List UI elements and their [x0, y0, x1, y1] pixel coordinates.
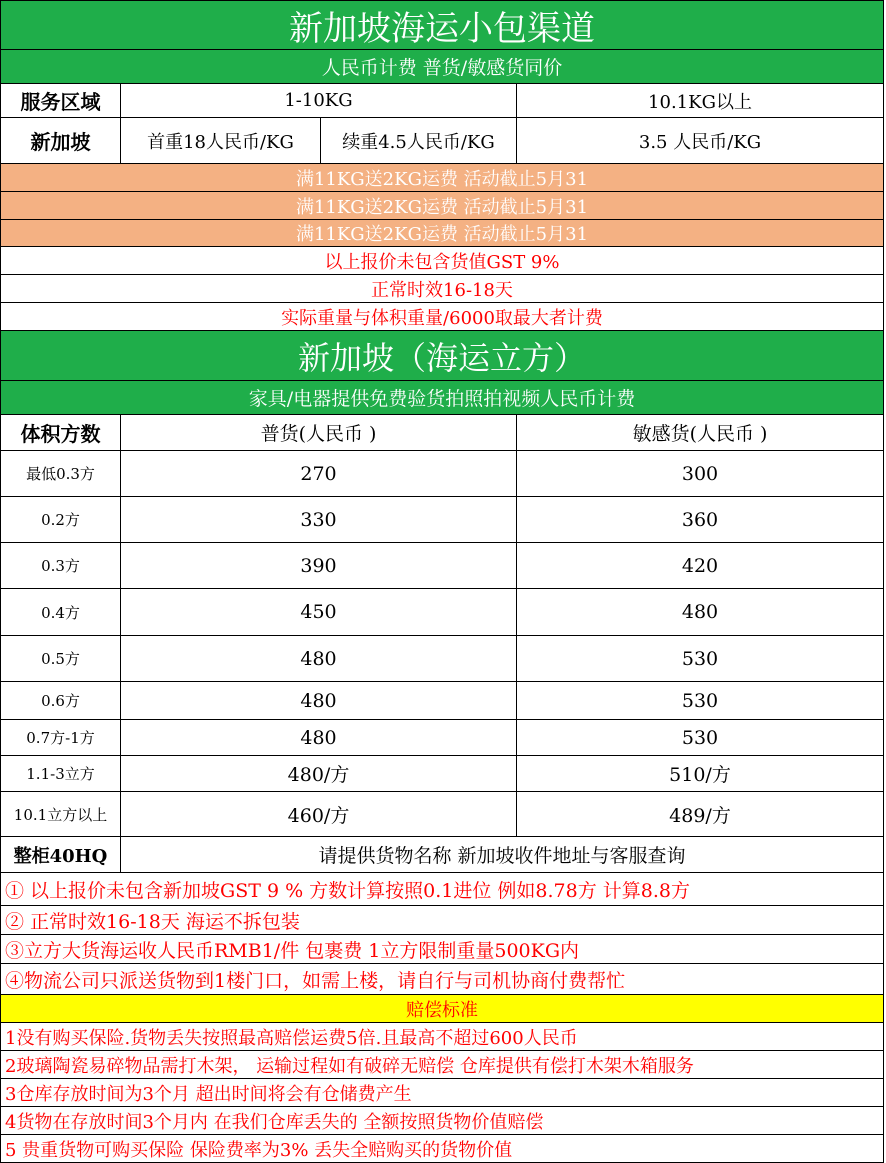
note-4: ④物流公司只派送货物到1楼门口，如需上楼，请自行与司机协商付费帮忙	[5, 969, 626, 992]
table-row	[0, 543, 884, 589]
sensitive-price-cell: 360	[681, 508, 719, 531]
volume-header: 体积方数	[1, 415, 121, 450]
volume-cell: 0.4方	[1, 589, 121, 635]
note-1: ① 以上报价未包含新加坡GST 9 % 方数计算按照0.1进位 例如8.78方 计算8.8方	[5, 879, 690, 902]
note-row	[0, 303, 884, 331]
note-row	[0, 906, 884, 935]
section2-subtitle-row	[0, 381, 884, 415]
container-text: 请提供货物名称 新加坡收件地址与客服查询	[318, 845, 686, 867]
general-price-cell: 460/方	[121, 792, 517, 836]
compensation-row	[0, 1079, 884, 1107]
extra-weight-price: 续重4.5人民币/KG	[321, 118, 517, 163]
compensation-row	[0, 1023, 884, 1051]
general-price-cell: 480	[121, 720, 517, 755]
sensitive-header: 敏感货(人民币 )	[632, 423, 768, 445]
area-singapore: 新加坡	[1, 118, 121, 163]
promo-row	[0, 220, 884, 247]
promo-text: 满11KG送2KG运费 活动截止5月31	[295, 196, 589, 218]
note-3: ③立方大货海运收人民币RMB1/件 包裹费 1立方限制重量500KG内	[5, 939, 580, 962]
section2-title-row	[0, 331, 884, 381]
service-area-header: 服务区域	[1, 84, 121, 117]
container-label: 整柜40HQ	[1, 837, 121, 872]
weight-note: 实际重量与体积重量/6000取最大者计费	[281, 307, 603, 329]
sensitive-price-cell: 480	[681, 601, 719, 623]
general-header: 普货(人民币 )	[121, 415, 517, 450]
promo-row	[0, 192, 884, 220]
volume-cell: 0.3方	[1, 543, 121, 588]
range1-header: 1-10KG	[121, 84, 517, 117]
section1-price-row	[0, 118, 884, 164]
section1-title: 新加坡海运小包渠道	[289, 8, 595, 49]
general-price-cell: 480	[121, 636, 517, 681]
promo-text: 满11KG送2KG运费 活动截止5月31	[295, 168, 589, 190]
table-row	[0, 720, 884, 756]
general-price-cell: 480	[121, 682, 517, 719]
table-row	[0, 589, 884, 636]
table-row	[0, 756, 884, 792]
gst-note: 以上报价未包含货值GST 9%	[324, 251, 560, 273]
table-row	[0, 636, 884, 682]
note-row	[0, 275, 884, 303]
table-row	[0, 451, 884, 497]
section1-subtitle: 人民币计费 普货/敏感货同价	[321, 57, 563, 79]
volume-cell: 1.1-3立方	[1, 756, 121, 791]
compensation-row	[0, 1107, 884, 1135]
sensitive-price-cell: 420	[681, 554, 719, 577]
compensation-title-row	[0, 995, 884, 1023]
section1-title-row	[0, 0, 884, 50]
general-price-cell: 390	[121, 543, 517, 588]
note-row	[0, 935, 884, 964]
section1-header-row	[0, 84, 884, 118]
table-row	[0, 792, 884, 837]
general-price-cell: 270	[121, 451, 517, 496]
range2-header: 10.1KG以上	[648, 91, 752, 113]
volume-cell: 最低0.3方	[1, 451, 121, 496]
sensitive-price-cell: 530	[681, 689, 719, 712]
promo-row	[0, 164, 884, 192]
table-row	[0, 497, 884, 543]
first-weight-price: 首重18人民币/KG	[121, 118, 321, 163]
sensitive-price-cell: 530	[681, 726, 719, 749]
section1-subtitle-row	[0, 50, 884, 84]
volume-cell: 0.2方	[1, 497, 121, 542]
note-2: ② 正常时效16-18天 海运不拆包装	[5, 910, 300, 933]
compensation-row	[0, 1051, 884, 1079]
sensitive-price-cell: 510/方	[669, 764, 731, 786]
note-row	[0, 964, 884, 995]
sensitive-price-cell: 530	[681, 647, 719, 670]
general-price-cell: 450	[121, 589, 517, 635]
over-10kg-price: 3.5 人民币/KG	[638, 131, 762, 153]
note-row	[0, 873, 884, 906]
promo-text: 满11KG送2KG运费 活动截止5月31	[295, 224, 589, 245]
compensation-item: 4货物在存放时间3个月内 在我们仓库丢失的 全额按照货物价值赔偿	[5, 1111, 544, 1133]
volume-cell: 10.1立方以上	[1, 792, 121, 836]
container-row	[0, 837, 884, 873]
volume-cell: 0.5方	[1, 636, 121, 681]
compensation-title: 赔偿标准	[406, 999, 478, 1021]
section2-header-row	[0, 415, 884, 451]
sensitive-price-cell: 300	[681, 462, 719, 485]
compensation-item: 1没有购买保险.货物丢失按照最高赔偿运费5倍.且最高不超过600人民币	[5, 1027, 578, 1049]
compensation-row	[0, 1135, 884, 1163]
note-row	[0, 247, 884, 275]
volume-cell: 0.7方-1方	[1, 720, 121, 755]
compensation-item: 2玻璃陶瓷易碎物品需打木架， 运输过程如有破碎无赔偿 仓库提供有偿打木架木箱服务	[5, 1055, 694, 1077]
volume-cell: 0.6方	[1, 682, 121, 719]
table-row	[0, 682, 884, 720]
compensation-item: 3仓库存放时间为3个月 超出时间将会有仓储费产生	[5, 1083, 412, 1105]
general-price-cell: 330	[121, 497, 517, 542]
compensation-item: 5 贵重货物可购买保险 保险费率为3% 丢失全赔购买的货物价值	[5, 1139, 513, 1161]
general-price-cell: 480/方	[121, 756, 517, 791]
timing-note: 正常时效16-18天	[371, 279, 513, 301]
section2-title: 新加坡（海运立方）	[297, 338, 586, 377]
sensitive-price-cell: 489/方	[669, 804, 731, 827]
section2-subtitle: 家具/电器提供免费验货拍照拍视频人民币计费	[248, 388, 636, 410]
